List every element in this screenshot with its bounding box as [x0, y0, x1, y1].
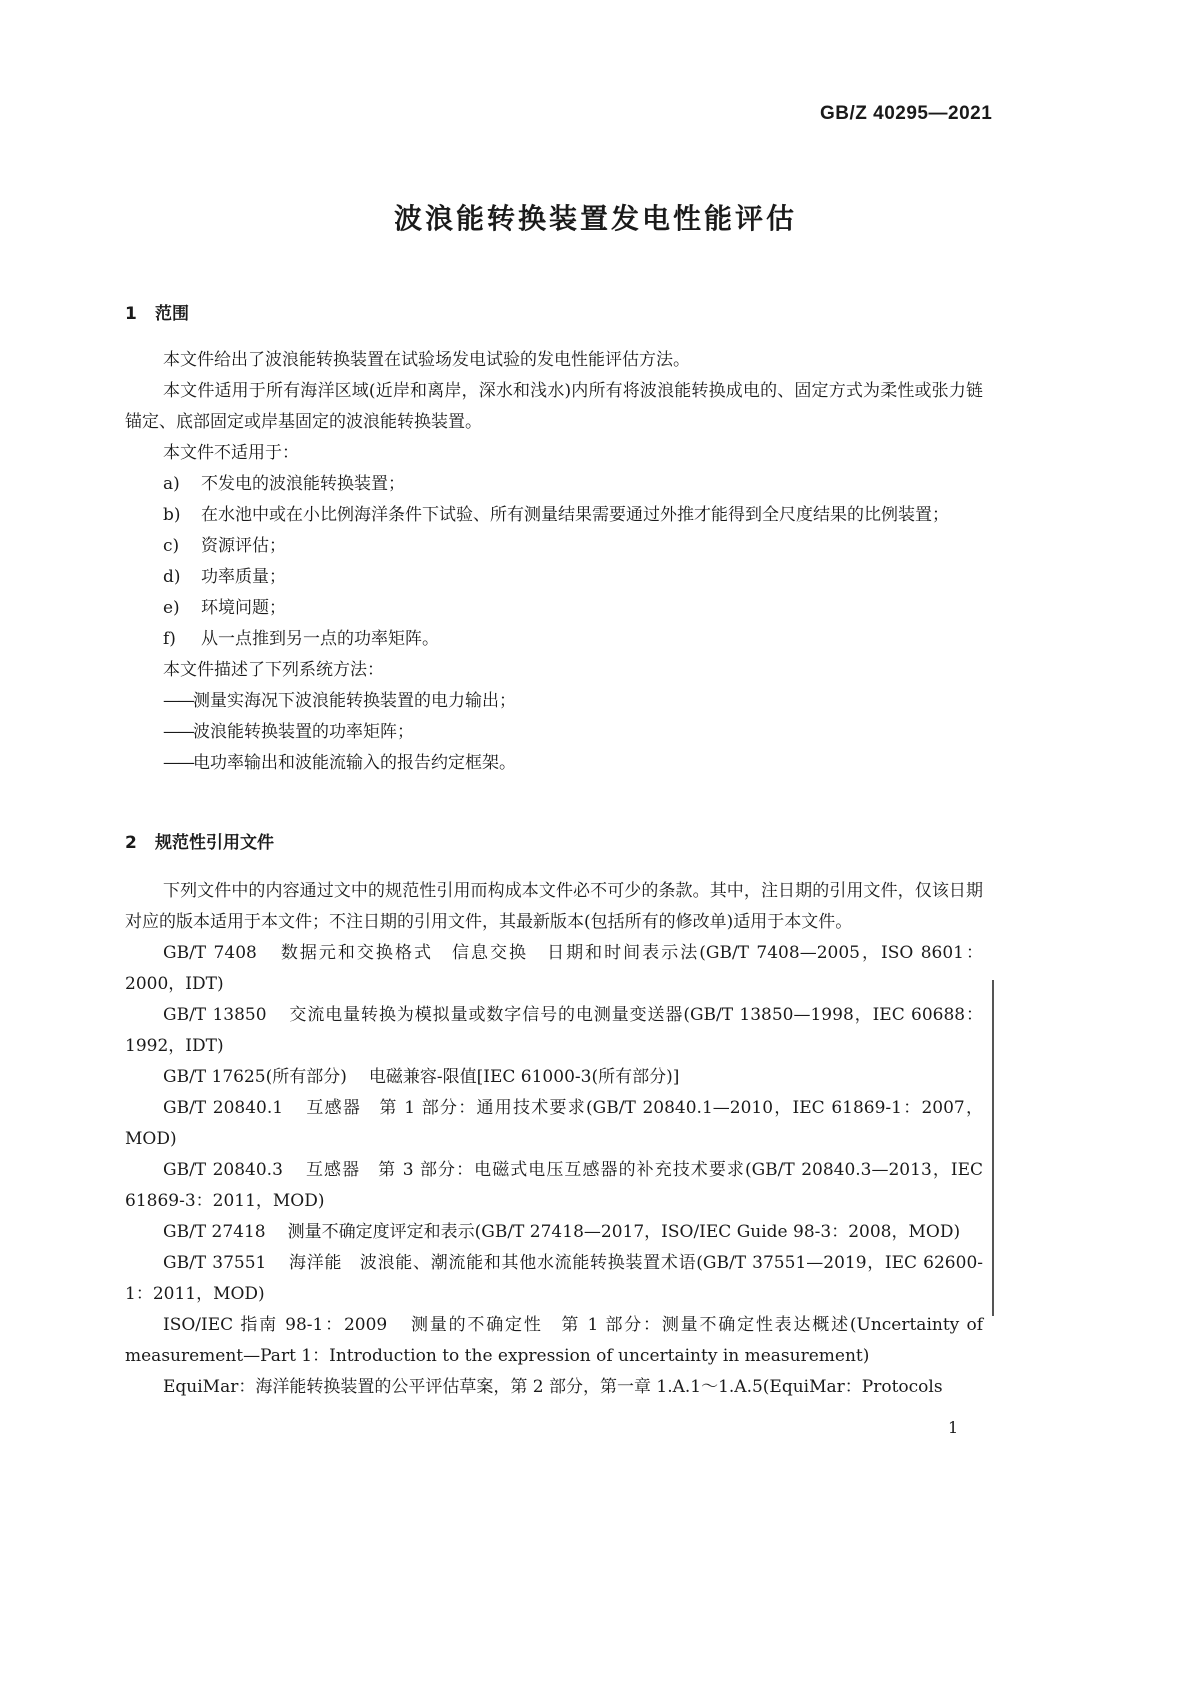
list-text: 从一点推到另一点的功率矩阵。 [201, 629, 439, 649]
reference-title: 测量的不确定性 第 1 部分：测量不确定性表达概述(Uncertainty of measurement—Part 1：Introduction to the expression of uncertainty in measurement) [125, 1315, 983, 1366]
list-text: 功率质量； [201, 567, 286, 587]
dash-list-item [125, 748, 983, 779]
list-item [125, 624, 983, 655]
paragraph: 本文件给出了波浪能转换装置在试验场发电试验的发电性能评估方法。 [163, 350, 690, 370]
reference-title: 互感器 第 1 部分：通用技术要求(GB/T 20840.1—2010，IEC 61869-1：2007，MOD) [125, 1098, 983, 1149]
dash-marker: —— [163, 722, 193, 742]
document-title: 波浪能转换装置发电性能评估 [393, 202, 797, 235]
list-text: 不发电的波浪能转换装置； [201, 474, 405, 494]
section-title: 范围 [155, 304, 189, 324]
list-text: 电功率输出和波能流输入的报告约定框架。 [193, 753, 516, 773]
list-marker: b) [163, 505, 181, 525]
reference-title: 海洋能 波浪能、潮流能和其他水流能转换装置术语(GB/T 37551—2019，IEC 62600-1：2011，MOD) [125, 1253, 983, 1304]
dash-list-item [125, 717, 983, 748]
dash-marker: —— [163, 753, 193, 773]
list-marker: f) [163, 629, 176, 649]
dash-list-item [125, 686, 983, 717]
reference-entry [125, 1093, 983, 1155]
list-marker: d) [163, 567, 181, 587]
reference-code: GB/T 20840.1 [163, 1098, 284, 1118]
page-number: 1 [948, 1418, 959, 1437]
list-marker: c) [163, 536, 180, 556]
reference-entry [125, 1310, 983, 1372]
paragraph: 下列文件中的内容通过文中的规范性引用而构成本文件必不可少的条款。其中，注日期的引用文件，仅该日期对应的版本适用于本文件；不注日期的引用文件，其最新版本(包括所有的修改单)适用于本文件。 [125, 881, 983, 932]
reference-entry [125, 1000, 983, 1062]
reference-code: GB/T 17625(所有部分) [163, 1067, 347, 1087]
reference-code: GB/T 7408 [163, 943, 257, 963]
paragraph: 本文件适用于所有海洋区域(近岸和离岸，深水和浅水)内所有将波浪能转换成电的、固定方式为柔性或张力链锚定、底部固定或岸基固定的波浪能转换装置。 [125, 381, 983, 432]
list-text: 环境问题； [201, 598, 286, 618]
list-item [125, 562, 983, 593]
reference-title: 测量不确定度评定和表示(GB/T 27418—2017，ISO/IEC Guide 98-3：2008，MOD) [287, 1222, 961, 1242]
list-item [125, 531, 983, 562]
section-number: 1 [125, 304, 137, 324]
list-text: 测量实海况下波浪能转换装置的电力输出； [193, 691, 516, 711]
reference-entry [125, 1062, 983, 1093]
reference-code: GB/T 13850 [163, 1005, 267, 1025]
reference-entry [125, 938, 983, 1000]
section-1-heading [125, 299, 189, 324]
list-item [125, 593, 983, 624]
section-1-body [125, 345, 983, 779]
reference-code: GB/T 37551 [163, 1253, 267, 1273]
change-bar [992, 980, 994, 1316]
paragraph: 本文件不适用于： [163, 443, 299, 463]
reference-entry [125, 1248, 983, 1310]
reference-title: EquiMar：海洋能转换装置的公平评估草案，第 2 部分，第一章 1.A.1～1.A.5(EquiMar：Protocols [163, 1377, 943, 1397]
reference-entry [125, 1217, 983, 1248]
paragraph: 本文件描述了下列系统方法： [163, 660, 384, 680]
reference-title: 交流电量转换为模拟量或数字信号的电测量变送器(GB/T 13850—1998，IEC 60688：1992，IDT) [125, 1005, 983, 1056]
reference-title: 数据元和交换格式 信息交换 日期和时间表示法(GB/T 7408—2005，ISO 8601：2000，IDT) [125, 943, 983, 994]
dash-marker: —— [163, 691, 193, 711]
section-2-body [125, 876, 983, 1403]
list-item [125, 500, 983, 531]
reference-code: GB/T 20840.3 [163, 1160, 283, 1180]
list-marker: e) [163, 598, 180, 618]
list-text: 波浪能转换装置的功率矩阵； [193, 722, 414, 742]
reference-code: GB/T 27418 [163, 1222, 266, 1242]
list-marker: a) [163, 474, 180, 494]
section-title: 规范性引用文件 [155, 833, 274, 853]
list-text: 在水池中或在小比例海洋条件下试验、所有测量结果需要通过外推才能得到全尺度结果的比例装置； [201, 505, 949, 525]
reference-title: 电磁兼容-限值[IEC 61000-3(所有部分)] [368, 1067, 680, 1087]
reference-entry [125, 1372, 983, 1403]
section-2-heading [125, 828, 274, 853]
section-number: 2 [125, 833, 137, 853]
standard-code: GB/Z 40295—2021 [820, 103, 993, 124]
reference-entry [125, 1155, 983, 1217]
reference-code: ISO/IEC 指南 98-1：2009 [163, 1315, 388, 1335]
list-text: 资源评估； [201, 536, 286, 556]
reference-title: 互感器 第 3 部分：电磁式电压互感器的补充技术要求(GB/T 20840.3—2013，IEC 61869-3：2011，MOD) [125, 1160, 984, 1211]
list-item [125, 469, 983, 500]
